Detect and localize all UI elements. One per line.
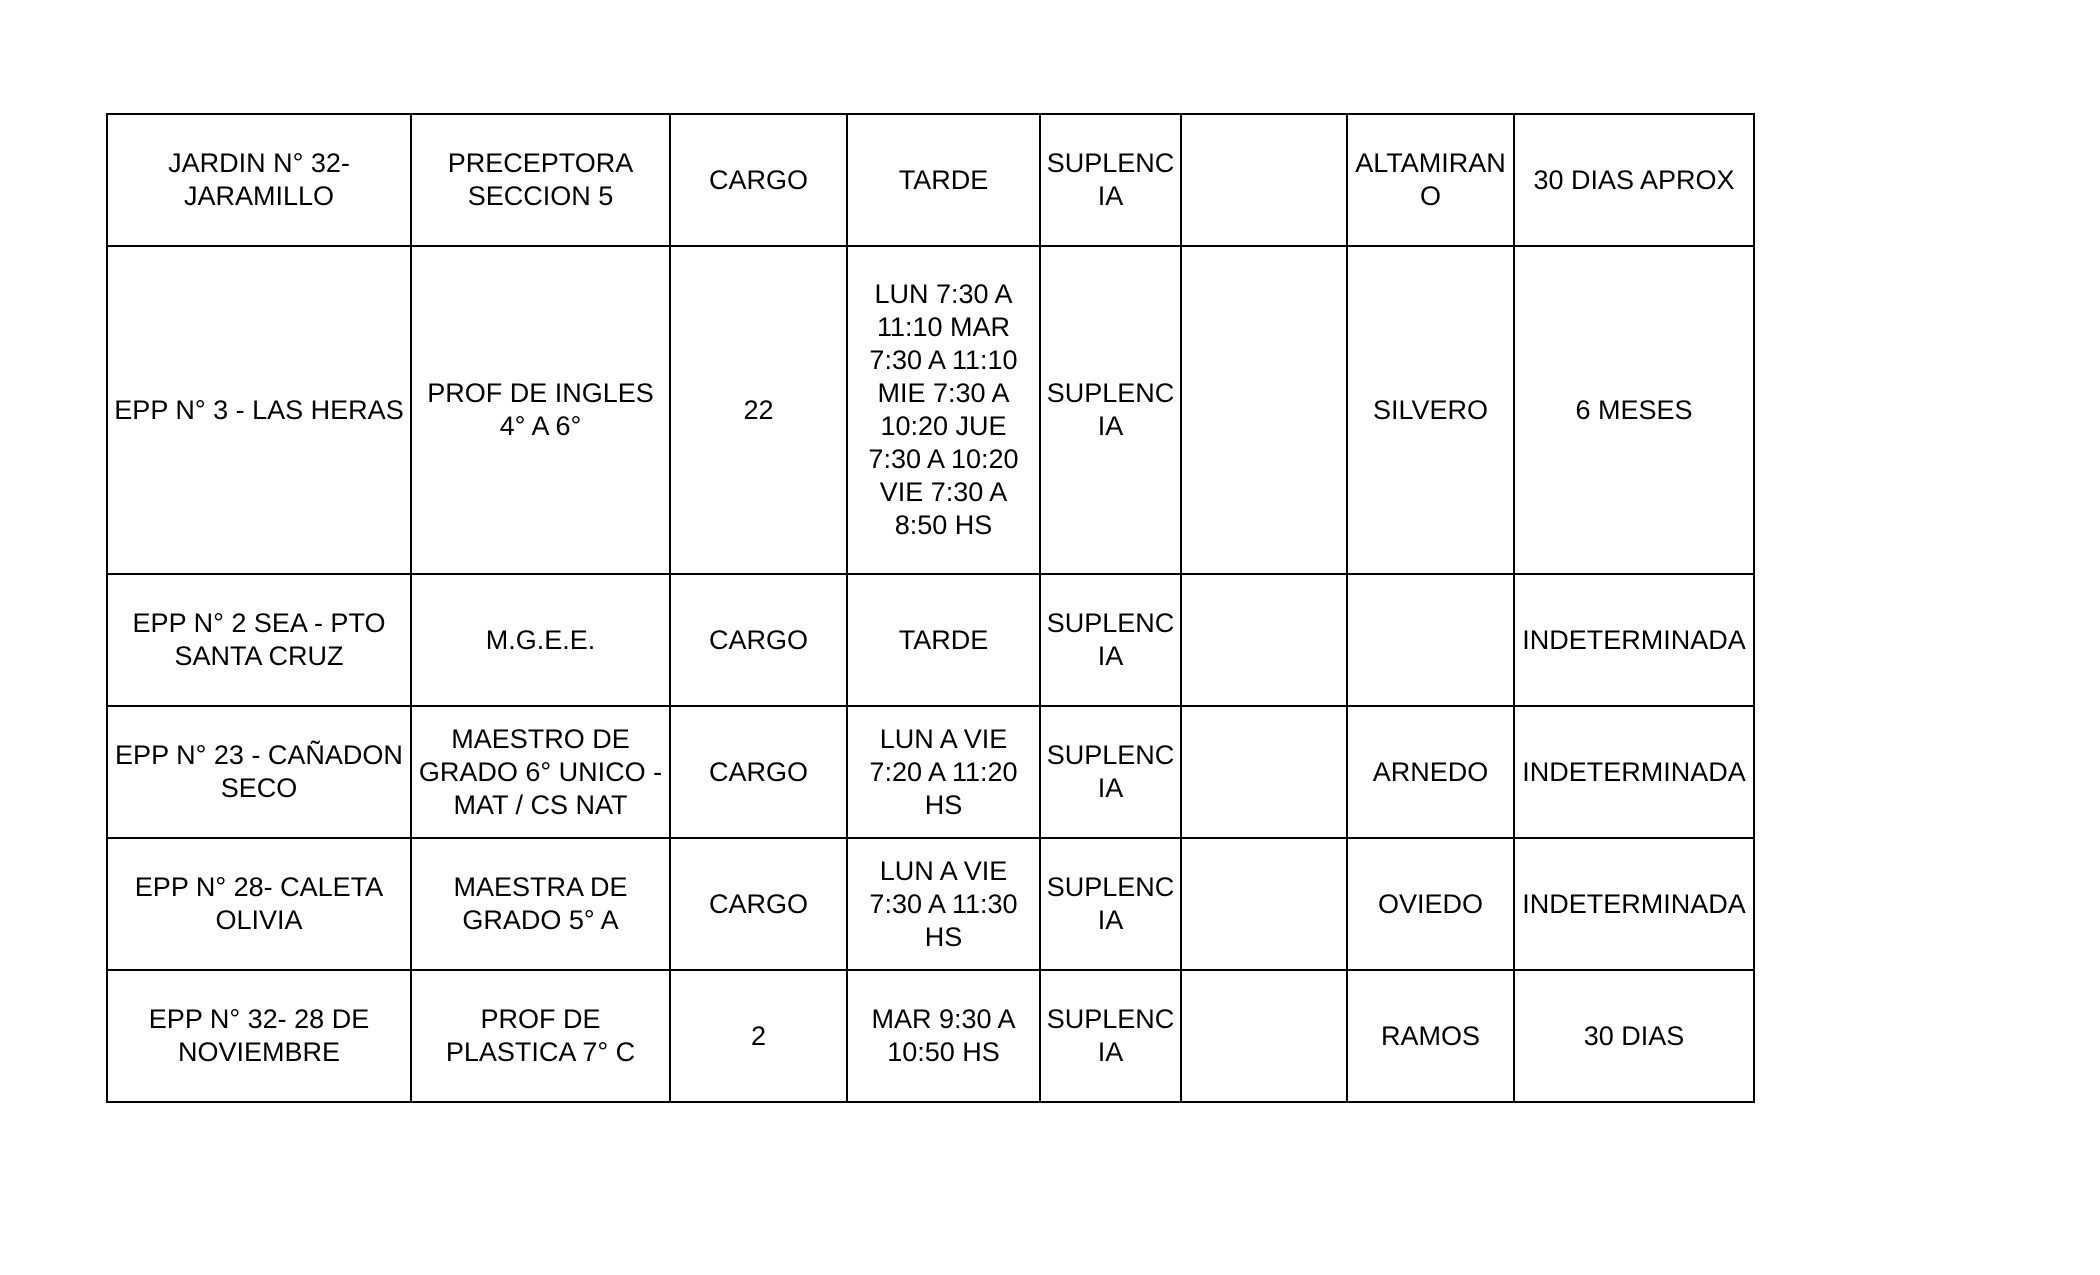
empty-cell (1181, 114, 1347, 246)
holder-cell: OVIEDO (1347, 838, 1514, 970)
type-cell: SUPLENC IA (1040, 706, 1181, 838)
holder-cell: ALTAMIRAN O (1347, 114, 1514, 246)
type-cell: SUPLENC IA (1040, 838, 1181, 970)
position-cell: PROF DE INGLES 4° A 6° (411, 246, 670, 574)
position-cell: MAESTRO DE GRADO 6° UNICO - MAT / CS NAT (411, 706, 670, 838)
duration-cell: INDETERMINADA (1514, 706, 1754, 838)
position-cell: MAESTRA DE GRADO 5° A (411, 838, 670, 970)
school-cell: EPP N° 32- 28 DE NOVIEMBRE (107, 970, 411, 1102)
type-cell: SUPLENC IA (1040, 574, 1181, 706)
school-cell: EPP N° 28- CALETA OLIVIA (107, 838, 411, 970)
schedule-cell: MAR 9:30 A 10:50 HS (847, 970, 1040, 1102)
type-cell: SUPLENC IA (1040, 970, 1181, 1102)
holder-cell: ARNEDO (1347, 706, 1514, 838)
table-row (107, 246, 1754, 574)
hours-cell: CARGO (670, 838, 847, 970)
holder-cell: SILVERO (1347, 246, 1514, 574)
duration-cell: INDETERMINADA (1514, 838, 1754, 970)
hours-cell: CARGO (670, 114, 847, 246)
holder-cell (1347, 574, 1514, 706)
schedule-cell: LUN A VIE 7:20 A 11:20 HS (847, 706, 1040, 838)
hours-cell: 22 (670, 246, 847, 574)
position-cell: PRECEPTORA SECCION 5 (411, 114, 670, 246)
school-cell: EPP N° 2 SEA - PTO SANTA CRUZ (107, 574, 411, 706)
table-row (107, 114, 1754, 246)
position-cell: PROF DE PLASTICA 7° C (411, 970, 670, 1102)
position-cell: M.G.E.E. (411, 574, 670, 706)
school-cell: EPP N° 23 - CAÑADON SECO (107, 706, 411, 838)
empty-cell (1181, 970, 1347, 1102)
school-cell: JARDIN N° 32- JARAMILLO (107, 114, 411, 246)
type-cell: SUPLENC IA (1040, 114, 1181, 246)
schedule-cell: TARDE (847, 114, 1040, 246)
duration-cell: 30 DIAS APROX (1514, 114, 1754, 246)
empty-cell (1181, 574, 1347, 706)
duration-cell: 6 MESES (1514, 246, 1754, 574)
table-row (107, 970, 1754, 1102)
duration-cell: INDETERMINADA (1514, 574, 1754, 706)
vacancy-table (106, 113, 1755, 1103)
hours-cell: CARGO (670, 574, 847, 706)
empty-cell (1181, 706, 1347, 838)
schedule-cell: LUN A VIE 7:30 A 11:30 HS (847, 838, 1040, 970)
empty-cell (1181, 246, 1347, 574)
school-cell: EPP N° 3 - LAS HERAS (107, 246, 411, 574)
schedule-cell: LUN 7:30 A 11:10 MAR 7:30 A 11:10 MIE 7:30 A 10:20 JUE 7:30 A 10:20 VIE 7:30 A 8:50 HS (847, 246, 1040, 574)
hours-cell: 2 (670, 970, 847, 1102)
schedule-cell: TARDE (847, 574, 1040, 706)
table-row (107, 838, 1754, 970)
hours-cell: CARGO (670, 706, 847, 838)
table-row (107, 574, 1754, 706)
duration-cell: 30 DIAS (1514, 970, 1754, 1102)
empty-cell (1181, 838, 1347, 970)
holder-cell: RAMOS (1347, 970, 1514, 1102)
table-row (107, 706, 1754, 838)
type-cell: SUPLENC IA (1040, 246, 1181, 574)
